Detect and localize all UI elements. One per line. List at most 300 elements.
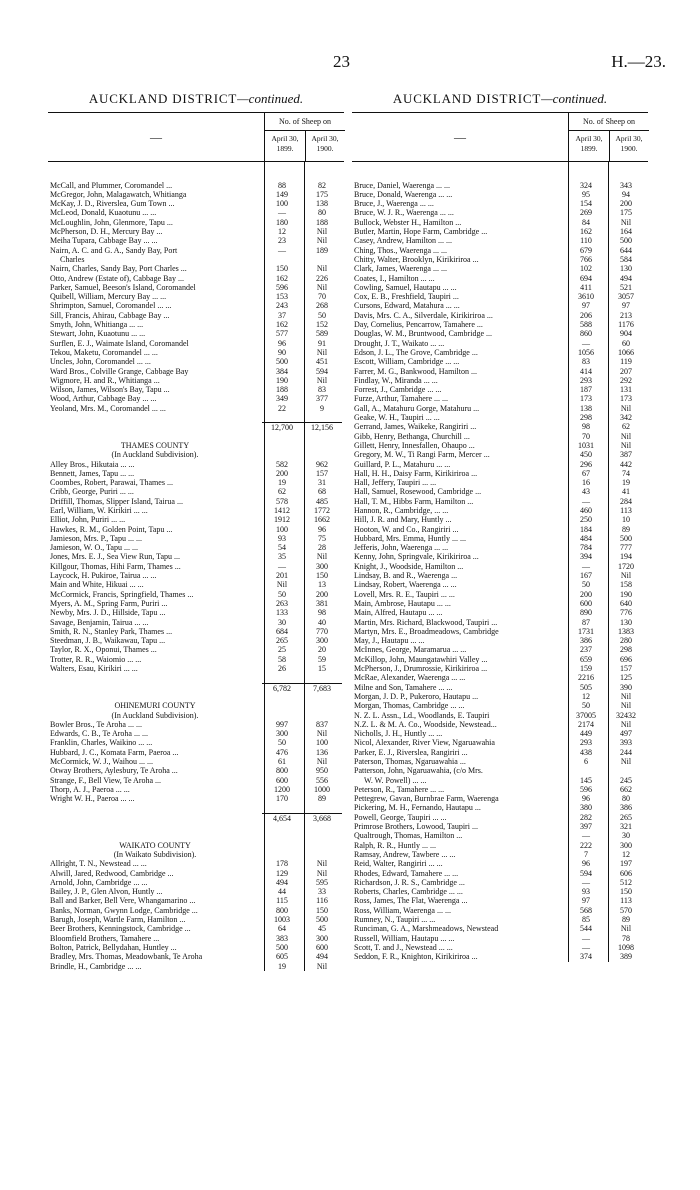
sheep-1899: 50: [582, 580, 590, 590]
sheep-1899: 145: [580, 775, 592, 785]
owner-name: Arnold, John, Cambridge ... ...: [50, 877, 148, 887]
sheep-1900: 125: [620, 673, 632, 683]
table-row: [352, 181, 648, 190]
sheep-1899: 200: [580, 589, 592, 599]
owner-name: Douglas, W. M., Bruntwood, Cambridge ...: [354, 329, 492, 339]
sheep-1900: 100: [316, 738, 328, 748]
sheep-1899: —: [278, 245, 286, 255]
sheep-1900: 500: [316, 915, 328, 925]
sheep-1899: 1003: [274, 915, 290, 925]
owner-name: Killgour, Thomas, Hihi Farm, Thames ...: [50, 561, 181, 571]
sheep-1900: 640: [620, 598, 632, 608]
owner-name: Parker, E. J., Riverslea, Rangiriri ...: [354, 747, 468, 757]
sheep-1899: 293: [580, 375, 592, 385]
table-row: [352, 525, 648, 534]
owner-name: Pettegrew, Gavan, Burnbrae Farm, Waerenga: [354, 794, 499, 804]
sheep-1899: 67: [582, 468, 590, 478]
sheep-1900: 75: [318, 533, 326, 543]
sheep-1899: 374: [580, 952, 592, 962]
sheep-1899: 243: [276, 301, 288, 311]
sheep-1900: 175: [316, 189, 328, 199]
left-table-body: [48, 162, 344, 971]
owner-name: Brindle, H., Cambridge ... ...: [50, 961, 142, 971]
sheep-1899: 22: [278, 403, 286, 413]
table-row: [352, 627, 648, 636]
table-row: [352, 339, 648, 348]
sheep-1899: 250: [580, 515, 592, 525]
owner-name: Martyn, Mrs. E., Broadmeadows, Cambridge: [354, 626, 499, 636]
sheep-1899: 149: [276, 189, 288, 199]
sheep-1899: 173: [580, 394, 592, 404]
owner-name: Day, Cornelius, Pencarrow, Tamahere ...: [354, 320, 483, 330]
table-row: [352, 199, 648, 208]
sheep-1899: —: [278, 208, 286, 218]
table-row: [48, 534, 344, 543]
table-row: [48, 748, 344, 757]
left-title-text: AUCKLAND DISTRICT: [88, 91, 238, 106]
owner-name: Ching, Thos., Waerenga ... ...: [354, 245, 448, 255]
sheep-1900: 300: [620, 840, 632, 850]
right-sheep-header: [568, 113, 649, 161]
sheep-1900: 343: [620, 180, 632, 190]
sheep-1900: 485: [316, 496, 328, 506]
sheep-1899: [566, 766, 606, 775]
blank-row: [48, 162, 344, 171]
sheep-1899: 167: [580, 571, 592, 581]
section-heading-row: [48, 701, 344, 710]
sheep-1900: 131: [620, 385, 632, 395]
sheep-1899: 411: [580, 282, 592, 292]
owner-name: May, J., Hautapu ... ...: [354, 636, 425, 646]
sheep-1899: 16: [582, 478, 590, 488]
table-row: [48, 580, 344, 589]
sheep-1900: 97: [622, 301, 630, 311]
table-row: [352, 748, 648, 757]
table-row: [352, 841, 648, 850]
sheep-1900: 15: [318, 664, 326, 674]
owner-name: Milne and Son, Tamahere ... ...: [354, 682, 453, 692]
sheep-1899: 159: [580, 664, 592, 674]
sheep-1900: [606, 766, 646, 775]
sheep-1900: 268: [316, 301, 328, 311]
sheep-1900: 300: [316, 561, 328, 571]
section-heading: (In Auckland Subdivision).: [111, 710, 199, 720]
sheep-1900: 33: [318, 887, 326, 897]
sheep-1900: Nil: [316, 757, 328, 766]
left-title-suffix: —continued.: [237, 91, 304, 106]
table-row: [352, 562, 648, 571]
sheep-1900: 265: [620, 812, 632, 822]
blank-row: [352, 162, 648, 171]
blank-row: [48, 831, 344, 840]
sheep-1900: 91: [318, 338, 326, 348]
owner-name: Uncles, John, Coromandel ... ...: [50, 357, 151, 367]
table-row: [352, 766, 648, 775]
sheep-1899: 100: [276, 199, 288, 209]
sheep-1900: Nil: [316, 961, 328, 971]
sheep-1900: 41: [622, 487, 630, 497]
sheep-1900: 950: [316, 766, 328, 776]
table-row: [352, 934, 648, 943]
table-row: [352, 320, 648, 329]
sheep-1900: 189: [316, 245, 328, 255]
sheep-1899: 386: [580, 636, 592, 646]
sheep-1899: 800: [276, 905, 288, 915]
owner-name: Drought, J. T., Waikato ... ...: [354, 338, 445, 348]
table-row: [352, 274, 648, 283]
right-year-1899-header: April 30, 1899.: [569, 131, 610, 161]
sheep-1900: 13: [318, 580, 326, 590]
sheep-1900: Nil: [316, 227, 328, 237]
sheep-1899: 296: [580, 459, 592, 469]
table-row: [352, 236, 648, 245]
blank-row: [352, 171, 648, 180]
sheep-1900: 136: [316, 747, 328, 757]
owner-name: Cribb, George, Puriri ... ...: [50, 487, 134, 497]
table-row: [352, 590, 648, 599]
owner-name: Bradley, Mrs. Thomas, Meadowbank, Te Aroha: [50, 952, 203, 962]
owner-name: Nairn, A. C. and G. A., Sandy Bay, Port: [50, 245, 178, 255]
table-row: [352, 738, 648, 747]
sheep-1899: 88: [278, 180, 286, 190]
right-name-header: —: [454, 130, 466, 144]
sheep-1899: 162: [276, 320, 288, 330]
sheep-1899: 582: [276, 459, 288, 469]
sheep-1899: 90: [278, 347, 286, 357]
owner-name: Main, Alfred, Hautapu ... ...: [354, 608, 443, 618]
sheep-1900: 59: [318, 654, 326, 664]
sheep-1899: 102: [580, 264, 592, 274]
table-row: [352, 673, 648, 682]
owner-name: Guillard, P. L., Matahuru ... ...: [354, 459, 451, 469]
left-column: [48, 90, 344, 971]
table-row: [48, 785, 344, 794]
owner-name: Earl, William, W. Kirikiri ... ...: [50, 505, 148, 515]
sheep-1899: Nil: [276, 580, 288, 590]
sheep-1899: 98: [582, 422, 590, 432]
sheep-1900: 500: [620, 533, 632, 543]
sheep-1900: 494: [316, 952, 328, 962]
owner-name: Quibell, William, Mercury Bay ... ...: [50, 292, 167, 302]
sheep-1900: 150: [316, 571, 328, 581]
total-1900: 12,156: [302, 422, 342, 431]
owner-name: Roberts, Charles, Cambridge ... ...: [354, 887, 463, 897]
sheep-1899: 30: [278, 617, 286, 627]
owner-name: Savage, Benjamin, Tairua ... ...: [50, 617, 149, 627]
sheep-1899: 298: [580, 413, 592, 423]
owner-name: Hannon, R., Cambridge, ... ...: [354, 505, 449, 515]
owner-name: Driffill, Thomas, Slipper Island, Tairua ...: [50, 496, 183, 506]
owner-name: Nicol, Alexander, River View, Ngaruawahia: [354, 738, 495, 748]
owner-name: Edson, J. L., The Grove, Cambridge ...: [354, 347, 478, 357]
owner-name: Bruce, Daniel, Waerenga ... ...: [354, 180, 451, 190]
sheep-1900: 116: [316, 896, 328, 906]
sheep-1900: 245: [620, 775, 632, 785]
sheep-1899: 300: [276, 729, 288, 739]
sheep-1900: 80: [318, 208, 326, 218]
sheep-1900: 197: [620, 859, 632, 869]
sheep-1899: 93: [582, 887, 590, 897]
sheep-1900: 521: [620, 282, 632, 292]
owner-name: Knight, J., Woodside, Hamilton ...: [354, 561, 464, 571]
sheep-1899: 596: [580, 784, 592, 794]
sheep-1899: —: [582, 933, 590, 943]
table-row: [352, 311, 648, 320]
owner-name: Main and White, Hikuai ... ...: [50, 580, 144, 590]
owner-name: Ross, James, The Flat, Waerenga ...: [354, 896, 468, 906]
owner-name: Hall, Jeffery, Taupiri ... ...: [354, 478, 437, 488]
blank-row: [48, 822, 344, 831]
table-row: [352, 720, 648, 729]
owner-name: Hill, J. R. and Mary, Huntly ...: [354, 515, 452, 525]
sheep-1899: 568: [580, 905, 592, 915]
sheep-1900: 175: [620, 208, 632, 218]
sheep-1900: 387: [620, 450, 632, 460]
sheep-1899: —: [278, 561, 286, 571]
sheep-1900: 962: [316, 459, 328, 469]
table-row: [352, 432, 648, 441]
sheep-1900: 194: [620, 552, 632, 562]
sheep-1899: 64: [278, 924, 286, 934]
sheep-1900: 381: [316, 598, 328, 608]
table-row: [48, 274, 344, 283]
owner-name: Ross, William, Waerenga ... ...: [354, 905, 451, 915]
sheep-1900: 12: [622, 849, 630, 859]
owner-name: Hubbard, Mrs. Emma, Huntly ... ...: [354, 533, 466, 543]
section-heading-row: [48, 441, 344, 450]
owner-name: Charles: [60, 254, 85, 264]
owner-name: Paterson, Thomas, Ngaruawahia ...: [354, 757, 466, 766]
owner-name: Jamieson, W. O., Tapu ... ...: [50, 543, 138, 553]
owner-name: Gregory, M. W., Ti Rangi Farm, Mercer ...: [354, 450, 490, 460]
table-row: [352, 543, 648, 552]
sheep-1900: 595: [316, 877, 328, 887]
sheep-1899: 23: [278, 236, 286, 246]
table-row: [352, 692, 648, 701]
table-row: [352, 952, 648, 961]
sheep-1899: 26: [278, 664, 286, 674]
owner-name: McPherson, D. H., Mercury Bay ...: [50, 227, 163, 237]
owner-name: Gillett, Henry, Innesfallen, Ohaupo ...: [354, 440, 475, 450]
sheep-1899: 1731: [578, 626, 594, 636]
owner-name: Hall, T. M., Hibbs Farm, Hamilton ...: [354, 496, 474, 506]
owner-name: Primrose Brothers, Lowood, Taupiri ...: [354, 822, 478, 832]
right-table-body: [352, 162, 648, 962]
table-row: [48, 506, 344, 515]
sheep-1900: 600: [316, 942, 328, 952]
table-row: [352, 469, 648, 478]
sheep-1899: 110: [580, 236, 592, 246]
sheep-1900: [302, 255, 342, 264]
sheep-1900: 451: [316, 357, 328, 367]
owner-name: Bruce, Donald, Waerenga ... ...: [354, 189, 453, 199]
owner-name: Bolton, Patrick, Bellydahan, Huntley ...: [50, 942, 177, 952]
owner-name: Geake, W. H., Taupiri ... ...: [354, 413, 440, 423]
sheep-1899: 97: [582, 896, 590, 906]
sheep-1899: 659: [580, 654, 592, 664]
sheep-1900: Nil: [316, 868, 328, 878]
sheep-1899: 269: [580, 208, 592, 218]
sheep-1899: 97: [582, 301, 590, 311]
table-row: [352, 441, 648, 450]
table-row: [48, 404, 344, 413]
owner-name: Steedman, J. B., Waikawau, Tapu ...: [50, 636, 166, 646]
sheep-1899: 162: [580, 227, 592, 237]
sheep-1900: Nil: [620, 924, 632, 934]
sheep-1899: 500: [276, 942, 288, 952]
sheep-1899: 694: [580, 273, 592, 283]
owner-name: Hooton, W. and Co., Rangiriri ...: [354, 524, 459, 534]
sheep-1900: 96: [318, 524, 326, 534]
sheep-1899: 153: [276, 292, 288, 302]
sheep-1900: 78: [622, 933, 630, 943]
table-row: [48, 552, 344, 561]
sheep-1900: 200: [620, 199, 632, 209]
table-row: [352, 487, 648, 496]
table-row: [48, 934, 344, 943]
owner-name: Banks, Norman, Gwynn Lodge, Cambridge ...: [50, 905, 198, 915]
table-row: [352, 571, 648, 580]
table-row: [48, 292, 344, 301]
sheep-1900: 393: [620, 738, 632, 748]
total-1900: 7,683: [302, 683, 342, 692]
sheep-1900: 497: [620, 729, 632, 739]
sheep-1900: 777: [620, 543, 632, 553]
owner-name: Gibb, Henry, Bethanga, Churchill ...: [354, 431, 470, 441]
table-row: [352, 636, 648, 645]
sheep-1899: 596: [276, 282, 288, 292]
owner-name: Newby, Mrs. J. D., Hillside, Tapu ...: [50, 608, 166, 618]
sheep-1899: 860: [580, 329, 592, 339]
owner-name: Surflen, E. J., Waimate Island, Coromandel: [50, 338, 189, 348]
table-row: [352, 803, 648, 812]
sheep-1900: 606: [620, 868, 632, 878]
owner-name: Coombes, Robert, Parawai, Thames ...: [50, 478, 173, 488]
section-heading: OHINEMURI COUNTY: [114, 701, 196, 711]
sheep-1900: 594: [316, 366, 328, 376]
sheep-1899: 890: [580, 608, 592, 618]
sheep-1899: 679: [580, 245, 592, 255]
table-row: [352, 664, 648, 673]
sheep-1900: 1000: [314, 784, 330, 794]
sheep-1900: 1662: [314, 515, 330, 525]
table-row: [48, 869, 344, 878]
table-row: [352, 394, 648, 403]
table-row: [48, 311, 344, 320]
table-row: [352, 831, 648, 840]
table-row: [48, 618, 344, 627]
sheep-1900: 1720: [618, 561, 634, 571]
table-row: [48, 562, 344, 571]
owner-name: Parker, Samuel, Beeson's Island, Coromandel: [50, 282, 196, 292]
owner-name: Furze, Arthur, Tamahere ... ...: [354, 394, 449, 404]
blank-row: [48, 673, 344, 682]
owner-name: N. Z. L. Assn., Ld., Woodlands, E. Taupiri: [354, 710, 490, 720]
right-column-title: [352, 90, 648, 112]
owner-name: Wood, Arthur, Cabbage Bay ... ...: [50, 394, 157, 404]
sheep-1899: 2216: [578, 673, 594, 683]
sheep-1899: 100: [276, 524, 288, 534]
table-row: [48, 766, 344, 775]
sheep-1900: 494: [620, 273, 632, 283]
sheep-1900: 150: [316, 905, 328, 915]
sheep-1899: 180: [276, 217, 288, 227]
owner-name: Ralph, R. R., Huntly ... ...: [354, 840, 437, 850]
table-row: [48, 738, 344, 747]
table-row: [48, 906, 344, 915]
sheep-1900: 45: [318, 924, 326, 934]
sheep-1900: 158: [620, 580, 632, 590]
owner-name: Shrimpton, Samuel, Coromandel ... ...: [50, 301, 172, 311]
owner-name: Hall, H. H., Daisy Farm, Kirikiriroa ...: [354, 468, 478, 478]
total-1899: 6,782: [262, 683, 302, 692]
document-reference: H.—23.: [611, 52, 666, 71]
sheep-1899: 577: [276, 329, 288, 339]
sheep-1900: 89: [318, 794, 326, 804]
sheep-1899: 578: [276, 496, 288, 506]
table-row: [48, 227, 344, 236]
sheep-1900: 32432: [616, 710, 636, 720]
table-row: [352, 822, 648, 831]
sheep-1899: 324: [580, 180, 592, 190]
sheep-1899: 84: [582, 217, 590, 227]
table-row: [48, 357, 344, 366]
table-row: [48, 385, 344, 394]
total-label: [48, 813, 262, 822]
table-row: [352, 534, 648, 543]
sheep-1900: Nil: [316, 264, 328, 274]
owner-name: Tekou, Maketu, Coromandel ... ...: [50, 347, 158, 357]
owner-name: Ramsay, Andrew, Tawbere ... ...: [354, 849, 456, 859]
owner-name: Gerrand, James, Waikeke, Rangiriri ...: [354, 422, 477, 432]
owner-name: Rumney, N., Taupiri ... ...: [354, 915, 436, 925]
total-1899: 12,700: [262, 422, 302, 431]
owner-name: McRae, Alexander, Waerenga ... ...: [354, 673, 466, 683]
owner-name: Richardson, J. R. S., Cambridge ...: [354, 877, 465, 887]
table-row: [48, 394, 344, 403]
sheep-1900: Nil: [620, 719, 632, 729]
sheep-1900: 70: [318, 292, 326, 302]
sheep-1900: 173: [620, 394, 632, 404]
owner-name: Ball and Barker, Bell Vere, Whangamarino ...: [50, 896, 196, 906]
owner-name: Walters, Esau, Kirikiri ... ...: [50, 664, 138, 674]
owner-name: Lovell, Mrs. R. E., Taupiri ... ...: [354, 589, 455, 599]
owner-name: Russell, William, Hautapu ... ...: [354, 933, 455, 943]
owner-name: McInnes, George, Maramarua ... ...: [354, 645, 467, 655]
table-row: [48, 655, 344, 664]
sheep-1900: 74: [622, 468, 630, 478]
section-heading: (In Auckland Subdivision).: [111, 450, 199, 460]
table-row: [48, 627, 344, 636]
sheep-1899: 450: [580, 450, 592, 460]
sheep-1900: 157: [316, 468, 328, 478]
sheep-1900: 321: [620, 822, 632, 832]
sheep-1900: 904: [620, 329, 632, 339]
table-row: [352, 506, 648, 515]
table-row: [352, 906, 648, 915]
sheep-1899: 1056: [578, 347, 594, 357]
table-row: [352, 376, 648, 385]
owner-name: Otto, Andrew (Estate of), Cabbage Bay ...: [50, 273, 184, 283]
table-row: [352, 497, 648, 506]
sheep-1899: 505: [580, 682, 592, 692]
section-heading-row: [48, 850, 344, 859]
sheep-1900: 292: [620, 375, 632, 385]
owner-name: Bruce, J., Waerenga ... ...: [354, 199, 434, 209]
table-row: [352, 478, 648, 487]
owner-name: Bloomfield Brothers, Tamahere ...: [50, 933, 160, 943]
table-row: [352, 283, 648, 292]
